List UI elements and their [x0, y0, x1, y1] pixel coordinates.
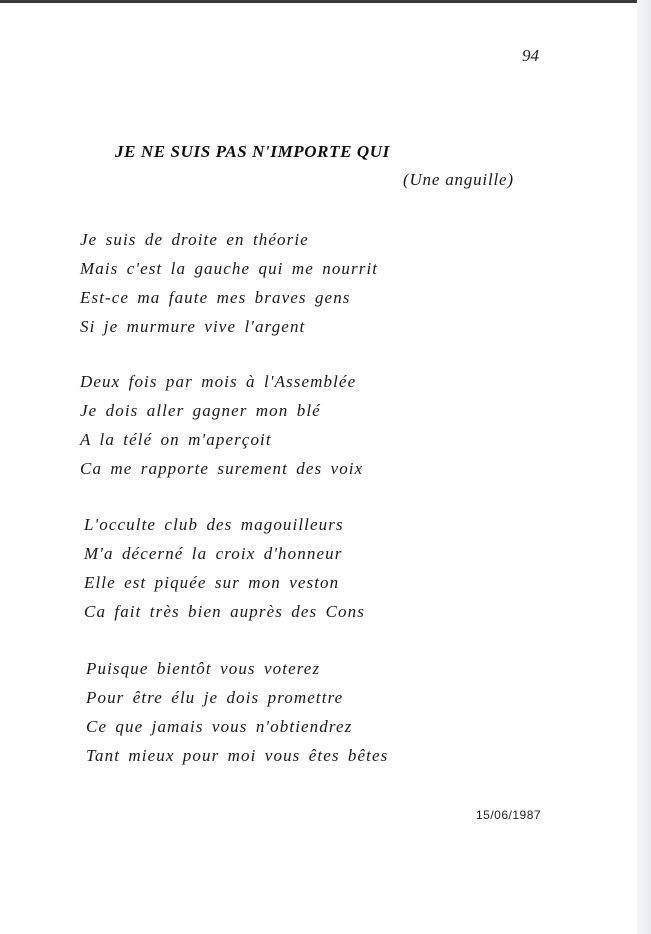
poem-line: Ca me rapporte surement des voix — [80, 459, 364, 478]
stanza-1 — [80, 225, 378, 341]
poem-line: Mais c'est la gauche qui me nourrit — [80, 259, 379, 278]
poem-line: A la télé on m'aperçoit — [80, 430, 272, 449]
poem-line: M'a décerné la croix d'honneur — [84, 544, 343, 563]
poem-line: Si je murmure vive l'argent — [80, 317, 306, 336]
poem-subtitle: (Une anguille) — [403, 170, 514, 189]
stanza-3 — [84, 510, 365, 626]
poem-line: Je dois aller gagner mon blé — [80, 401, 321, 420]
poem-date: 15/06/1987 — [476, 808, 542, 822]
page-top-edge — [0, 0, 651, 3]
poem-line: Je suis de droite en théorie — [80, 230, 309, 249]
poem-line: Elle est piquée sur mon veston — [84, 573, 340, 592]
poem-title: JE NE SUIS PAS N'IMPORTE QUI — [115, 142, 390, 161]
poem-line: Deux fois par mois à l'Assemblée — [80, 372, 357, 391]
poem-line: L'occulte club des magouilleurs — [84, 515, 344, 534]
poem-line: Pour être élu je dois promettre — [86, 688, 344, 707]
stanza-4 — [86, 654, 388, 770]
poem-line: Puisque bientôt vous voterez — [86, 659, 321, 678]
poem-line: Tant mieux pour moi vous êtes bêtes — [86, 746, 389, 765]
page-right-edge — [637, 0, 651, 934]
poem-line: Ca fait très bien auprès des Cons — [84, 602, 365, 621]
poem-line: Est-ce ma faute mes braves gens — [80, 288, 351, 307]
poem-line: Ce que jamais vous n'obtiendrez — [86, 717, 353, 736]
page-number: 94 — [522, 46, 539, 65]
stanza-2 — [80, 367, 363, 483]
